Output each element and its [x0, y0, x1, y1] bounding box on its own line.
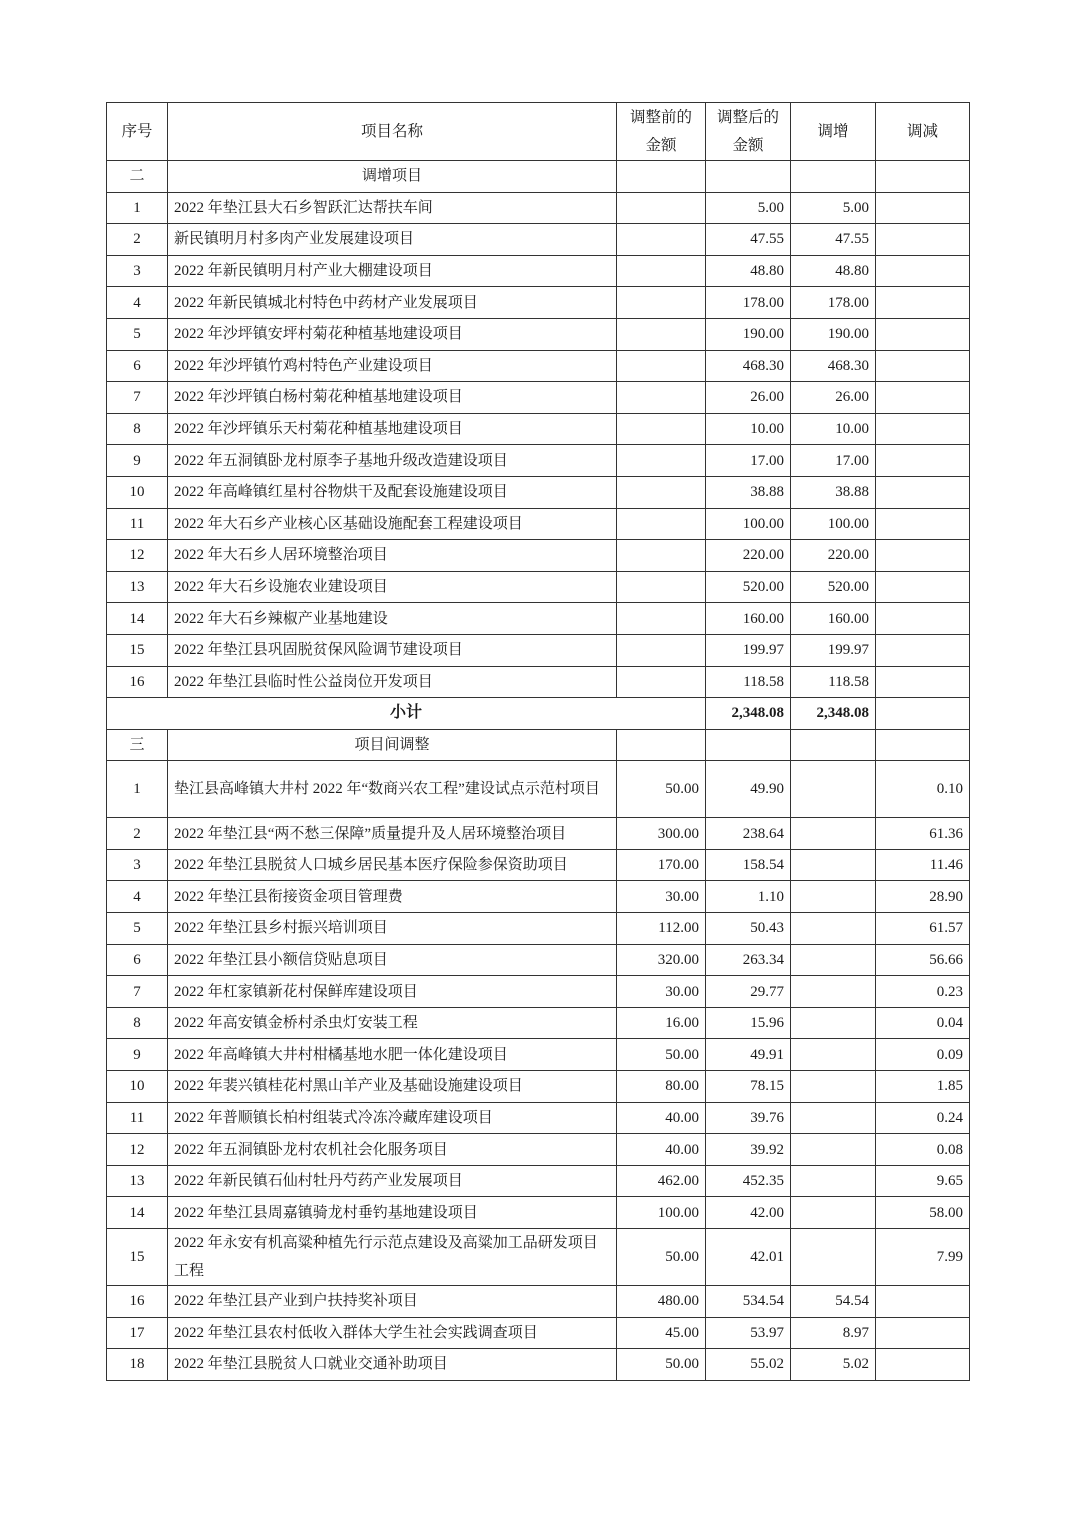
empty-cell — [876, 161, 970, 193]
amount-after: 263.34 — [706, 944, 791, 976]
amount-after: 15.96 — [706, 1007, 791, 1039]
amount-after: 49.90 — [706, 761, 791, 818]
project-name: 2022 年垫江县乡村振兴培训项目 — [168, 913, 617, 945]
amount-before — [617, 508, 706, 540]
row-number: 18 — [107, 1349, 168, 1381]
amount-after: 158.54 — [706, 849, 791, 881]
amount-increase: 10.00 — [791, 413, 876, 445]
header-before-line1: 调整前的 — [629, 108, 692, 126]
amount-after: 39.92 — [706, 1134, 791, 1166]
amount-increase: 17.00 — [791, 445, 876, 477]
project-name: 2022 年垫江县农村低收入群体大学生社会实践调查项目 — [168, 1317, 617, 1349]
amount-before: 170.00 — [617, 849, 706, 881]
amount-after: 26.00 — [706, 382, 791, 414]
row-number: 13 — [107, 571, 168, 603]
amount-increase: 468.30 — [791, 350, 876, 382]
project-name: 2022 年五洞镇卧龙村农机社会化服务项目 — [168, 1134, 617, 1166]
amount-increase — [791, 1197, 876, 1229]
amount-increase: 48.80 — [791, 255, 876, 287]
amount-increase — [791, 1039, 876, 1071]
amount-after: 520.00 — [706, 571, 791, 603]
amount-after: 55.02 — [706, 1349, 791, 1381]
row-number: 16 — [107, 1286, 168, 1318]
amount-before — [617, 350, 706, 382]
project-name: 2022 年裴兴镇桂花村黑山羊产业及基础设施建设项目 — [168, 1071, 617, 1103]
header-before-line2: 金额 — [645, 136, 677, 154]
row-number: 1 — [107, 192, 168, 224]
table-row — [107, 761, 970, 818]
table-row — [107, 1007, 970, 1039]
table-header-row — [107, 103, 970, 161]
row-number: 14 — [107, 603, 168, 635]
table-row — [107, 666, 970, 698]
amount-after: 1.10 — [706, 881, 791, 913]
amount-increase — [791, 1007, 876, 1039]
amount-after: 118.58 — [706, 666, 791, 698]
project-name: 2022 年五洞镇卧龙村原李子基地升级改造建设项目 — [168, 445, 617, 477]
amount-increase: 160.00 — [791, 603, 876, 635]
amount-after: 49.91 — [706, 1039, 791, 1071]
amount-before — [617, 571, 706, 603]
empty-cell — [706, 729, 791, 761]
amount-before: 30.00 — [617, 976, 706, 1008]
amount-before — [617, 413, 706, 445]
amount-before — [617, 318, 706, 350]
amount-before — [617, 476, 706, 508]
project-name: 2022 年大石乡设施农业建设项目 — [168, 571, 617, 603]
amount-decrease — [876, 666, 970, 698]
row-number: 14 — [107, 1197, 168, 1229]
project-name: 2022 年垫江县大石乡智跃汇达帮扶车间 — [168, 192, 617, 224]
amount-before: 40.00 — [617, 1102, 706, 1134]
project-name: 2022 年普顺镇长柏村组装式冷冻冷藏库建设项目 — [168, 1102, 617, 1134]
empty-cell — [791, 729, 876, 761]
subtotal-after: 2,348.08 — [706, 698, 791, 730]
amount-after: 48.80 — [706, 255, 791, 287]
amount-increase: 5.00 — [791, 192, 876, 224]
amount-decrease: 11.46 — [876, 849, 970, 881]
project-name: 2022 年大石乡辣椒产业基地建设 — [168, 603, 617, 635]
amount-after: 50.43 — [706, 913, 791, 945]
amount-decrease — [876, 603, 970, 635]
table-row — [107, 634, 970, 666]
amount-decrease — [876, 287, 970, 319]
project-name: 2022 年沙坪镇乐天村菊花种植基地建设项目 — [168, 413, 617, 445]
amount-decrease: 61.36 — [876, 818, 970, 850]
amount-increase: 220.00 — [791, 540, 876, 572]
amount-decrease — [876, 634, 970, 666]
row-number: 12 — [107, 540, 168, 572]
amount-increase — [791, 1134, 876, 1166]
table-row — [107, 255, 970, 287]
amount-after: 42.01 — [706, 1229, 791, 1286]
amount-after: 190.00 — [706, 318, 791, 350]
row-number: 11 — [107, 508, 168, 540]
table-row — [107, 192, 970, 224]
amount-after: 178.00 — [706, 287, 791, 319]
row-number: 17 — [107, 1317, 168, 1349]
section-number: 三 — [107, 729, 168, 761]
amount-before — [617, 603, 706, 635]
amount-decrease — [876, 1349, 970, 1381]
amount-decrease — [876, 571, 970, 603]
amount-increase: 199.97 — [791, 634, 876, 666]
amount-before — [617, 445, 706, 477]
amount-decrease — [876, 540, 970, 572]
table-row — [107, 849, 970, 881]
amount-before — [617, 666, 706, 698]
empty-cell — [617, 161, 706, 193]
subtotal-row — [107, 698, 970, 730]
row-number: 2 — [107, 818, 168, 850]
amount-before: 300.00 — [617, 818, 706, 850]
amount-before — [617, 224, 706, 256]
amount-increase: 190.00 — [791, 318, 876, 350]
amount-before — [617, 540, 706, 572]
table-row — [107, 350, 970, 382]
table-row — [107, 287, 970, 319]
empty-cell — [876, 729, 970, 761]
project-name: 2022 年大石乡产业核心区基础设施配套工程建设项目 — [168, 508, 617, 540]
amount-decrease — [876, 255, 970, 287]
row-number: 10 — [107, 476, 168, 508]
row-number: 16 — [107, 666, 168, 698]
amount-increase — [791, 1229, 876, 1286]
section-title: 项目间调整 — [168, 729, 617, 761]
table-row — [107, 944, 970, 976]
amount-increase: 26.00 — [791, 382, 876, 414]
amount-after: 452.35 — [706, 1165, 791, 1197]
amount-before: 480.00 — [617, 1286, 706, 1318]
amount-after: 160.00 — [706, 603, 791, 635]
amount-after: 100.00 — [706, 508, 791, 540]
amount-increase — [791, 944, 876, 976]
row-number: 5 — [107, 318, 168, 350]
row-number: 4 — [107, 881, 168, 913]
table-row — [107, 318, 970, 350]
amount-increase: 8.97 — [791, 1317, 876, 1349]
table-row — [107, 881, 970, 913]
amount-decrease: 61.57 — [876, 913, 970, 945]
amount-increase — [791, 849, 876, 881]
amount-increase: 178.00 — [791, 287, 876, 319]
project-name: 垫江县高峰镇大井村 2022 年“数商兴农工程”建设试点示范村项目 — [168, 761, 617, 818]
amount-decrease: 58.00 — [876, 1197, 970, 1229]
table-row — [107, 1229, 970, 1286]
project-name: 2022 年垫江县“两不愁三保障”质量提升及人居环境整治项目 — [168, 818, 617, 850]
amount-before: 80.00 — [617, 1071, 706, 1103]
section-header-row — [107, 161, 970, 193]
project-name: 2022 年沙坪镇安坪村菊花种植基地建设项目 — [168, 318, 617, 350]
header-after-line1: 调整后的 — [716, 108, 779, 126]
amount-before: 45.00 — [617, 1317, 706, 1349]
amount-increase — [791, 881, 876, 913]
row-number: 9 — [107, 1039, 168, 1071]
table-row — [107, 1039, 970, 1071]
amount-increase: 47.55 — [791, 224, 876, 256]
table-row — [107, 382, 970, 414]
row-number: 6 — [107, 944, 168, 976]
row-number: 15 — [107, 1229, 168, 1286]
amount-decrease — [876, 318, 970, 350]
amount-decrease — [876, 382, 970, 414]
project-name: 2022 年杠家镇新花村保鲜库建设项目 — [168, 976, 617, 1008]
table-row — [107, 413, 970, 445]
amount-increase: 520.00 — [791, 571, 876, 603]
amount-decrease: 1.85 — [876, 1071, 970, 1103]
row-number: 7 — [107, 382, 168, 414]
table-row — [107, 1317, 970, 1349]
amount-decrease — [876, 192, 970, 224]
amount-before: 50.00 — [617, 761, 706, 818]
table-row — [107, 508, 970, 540]
table-row — [107, 976, 970, 1008]
amount-after: 42.00 — [706, 1197, 791, 1229]
table-row — [107, 224, 970, 256]
row-number: 4 — [107, 287, 168, 319]
amount-before: 16.00 — [617, 1007, 706, 1039]
amount-increase: 5.02 — [791, 1349, 876, 1381]
row-number: 2 — [107, 224, 168, 256]
amount-decrease: 0.08 — [876, 1134, 970, 1166]
header-after-line2: 金额 — [732, 136, 764, 154]
amount-decrease — [876, 1317, 970, 1349]
empty-cell — [876, 698, 970, 730]
table-row — [107, 1134, 970, 1166]
amount-after: 10.00 — [706, 413, 791, 445]
amount-decrease: 0.10 — [876, 761, 970, 818]
amount-increase — [791, 1165, 876, 1197]
project-name: 2022 年垫江县产业到户扶持奖补项目 — [168, 1286, 617, 1318]
table-row — [107, 603, 970, 635]
amount-decrease — [876, 413, 970, 445]
header-before-amount — [617, 103, 706, 161]
amount-decrease: 28.90 — [876, 881, 970, 913]
amount-increase: 54.54 — [791, 1286, 876, 1318]
amount-decrease — [876, 224, 970, 256]
row-number: 9 — [107, 445, 168, 477]
amount-increase — [791, 913, 876, 945]
amount-decrease — [876, 445, 970, 477]
row-number: 15 — [107, 634, 168, 666]
empty-cell — [617, 729, 706, 761]
table-row — [107, 1349, 970, 1381]
amount-before: 112.00 — [617, 913, 706, 945]
table-row — [107, 1286, 970, 1318]
amount-increase — [791, 818, 876, 850]
table-row — [107, 1071, 970, 1103]
row-number: 3 — [107, 849, 168, 881]
amount-after: 17.00 — [706, 445, 791, 477]
table-row — [107, 1197, 970, 1229]
amount-decrease — [876, 1286, 970, 1318]
project-name: 2022 年沙坪镇竹鸡村特色产业建设项目 — [168, 350, 617, 382]
amount-decrease: 0.04 — [876, 1007, 970, 1039]
row-number: 8 — [107, 413, 168, 445]
amount-decrease: 0.23 — [876, 976, 970, 1008]
amount-increase — [791, 1071, 876, 1103]
section-number: 二 — [107, 161, 168, 193]
table-row — [107, 476, 970, 508]
row-number: 11 — [107, 1102, 168, 1134]
section-header-row — [107, 729, 970, 761]
project-name: 2022 年垫江县临时性公益岗位开发项目 — [168, 666, 617, 698]
table-row — [107, 818, 970, 850]
amount-after: 468.30 — [706, 350, 791, 382]
project-name: 2022 年永安有机高粱种植先行示范点建设及高粱加工品研发项目工程 — [168, 1229, 617, 1286]
amount-after: 47.55 — [706, 224, 791, 256]
amount-after: 53.97 — [706, 1317, 791, 1349]
amount-after: 78.15 — [706, 1071, 791, 1103]
amount-before — [617, 192, 706, 224]
amount-before: 50.00 — [617, 1349, 706, 1381]
amount-before — [617, 634, 706, 666]
amount-increase: 100.00 — [791, 508, 876, 540]
amount-before: 320.00 — [617, 944, 706, 976]
project-name: 2022 年垫江县周嘉镇骑龙村垂钓基地建设项目 — [168, 1197, 617, 1229]
table-row — [107, 445, 970, 477]
amount-after: 39.76 — [706, 1102, 791, 1134]
row-number: 7 — [107, 976, 168, 1008]
row-number: 3 — [107, 255, 168, 287]
row-number: 12 — [107, 1134, 168, 1166]
empty-cell — [706, 161, 791, 193]
table-row — [107, 571, 970, 603]
project-name: 2022 年垫江县巩固脱贫保风险调节建设项目 — [168, 634, 617, 666]
empty-cell — [791, 161, 876, 193]
amount-decrease — [876, 350, 970, 382]
header-decrease: 调减 — [876, 103, 970, 161]
amount-decrease — [876, 476, 970, 508]
amount-increase — [791, 1102, 876, 1134]
amount-after: 238.64 — [706, 818, 791, 850]
amount-before — [617, 382, 706, 414]
amount-before: 50.00 — [617, 1039, 706, 1071]
project-name: 2022 年大石乡人居环境整治项目 — [168, 540, 617, 572]
header-increase: 调增 — [791, 103, 876, 161]
table-row — [107, 1165, 970, 1197]
subtotal-increase: 2,348.08 — [791, 698, 876, 730]
amount-before: 30.00 — [617, 881, 706, 913]
project-name: 2022 年高安镇金桥村杀虫灯安装工程 — [168, 1007, 617, 1039]
project-name: 2022 年高峰镇大井村柑橘基地水肥一体化建设项目 — [168, 1039, 617, 1071]
project-name: 2022 年新民镇明月村产业大棚建设项目 — [168, 255, 617, 287]
project-name: 2022 年沙坪镇白杨村菊花种植基地建设项目 — [168, 382, 617, 414]
amount-after: 29.77 — [706, 976, 791, 1008]
amount-after: 5.00 — [706, 192, 791, 224]
project-name: 2022 年垫江县衔接资金项目管理费 — [168, 881, 617, 913]
amount-before: 462.00 — [617, 1165, 706, 1197]
project-name: 2022 年垫江县小额信贷贴息项目 — [168, 944, 617, 976]
amount-before: 50.00 — [617, 1229, 706, 1286]
row-number: 10 — [107, 1071, 168, 1103]
amount-decrease: 7.99 — [876, 1229, 970, 1286]
amount-increase: 38.88 — [791, 476, 876, 508]
project-name: 2022 年垫江县脱贫人口城乡居民基本医疗保险参保资助项目 — [168, 849, 617, 881]
row-number: 8 — [107, 1007, 168, 1039]
amount-after: 534.54 — [706, 1286, 791, 1318]
row-number: 5 — [107, 913, 168, 945]
subtotal-label: 小计 — [107, 698, 706, 730]
section-title: 调增项目 — [168, 161, 617, 193]
amount-decrease: 0.09 — [876, 1039, 970, 1071]
project-name: 新民镇明月村多肉产业发展建设项目 — [168, 224, 617, 256]
amount-decrease: 56.66 — [876, 944, 970, 976]
table-row — [107, 1102, 970, 1134]
amount-decrease: 9.65 — [876, 1165, 970, 1197]
project-name: 2022 年垫江县脱贫人口就业交通补助项目 — [168, 1349, 617, 1381]
amount-after: 220.00 — [706, 540, 791, 572]
project-name: 2022 年新民镇石仙村牡丹芍药产业发展项目 — [168, 1165, 617, 1197]
row-number: 6 — [107, 350, 168, 382]
amount-after: 38.88 — [706, 476, 791, 508]
project-name: 2022 年新民镇城北村特色中药材产业发展项目 — [168, 287, 617, 319]
table-row — [107, 913, 970, 945]
header-name: 项目名称 — [168, 103, 617, 161]
amount-increase — [791, 976, 876, 1008]
amount-increase — [791, 761, 876, 818]
amount-before: 100.00 — [617, 1197, 706, 1229]
budget-adjustment-table — [106, 102, 970, 1381]
amount-increase: 118.58 — [791, 666, 876, 698]
amount-before — [617, 255, 706, 287]
project-name: 2022 年高峰镇红星村谷物烘干及配套设施建设项目 — [168, 476, 617, 508]
row-number: 1 — [107, 761, 168, 818]
amount-before: 40.00 — [617, 1134, 706, 1166]
row-number: 13 — [107, 1165, 168, 1197]
amount-decrease — [876, 508, 970, 540]
header-after-amount — [706, 103, 791, 161]
amount-before — [617, 287, 706, 319]
header-no: 序号 — [107, 103, 168, 161]
amount-decrease: 0.24 — [876, 1102, 970, 1134]
amount-after: 199.97 — [706, 634, 791, 666]
table-row — [107, 540, 970, 572]
